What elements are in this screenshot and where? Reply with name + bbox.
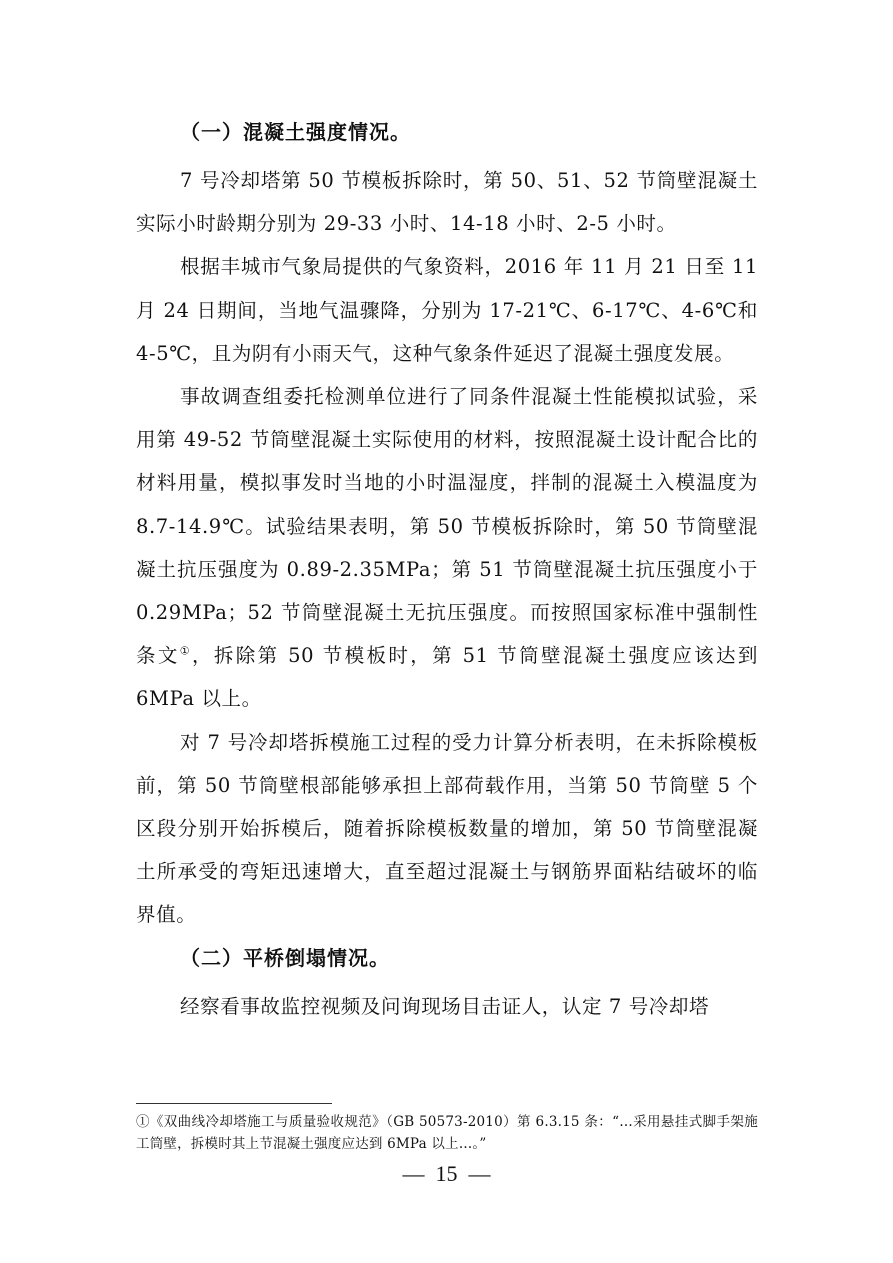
- section-heading-concrete-strength: （一）混凝土强度情况。: [180, 120, 411, 144]
- paragraph-load-analysis: 对 7 号冷却塔拆模施工过程的受力计算分析表明，在未拆除模板前，第 50 节筒壁根部能够承担上部荷载作用，当第 50 节筒壁 5 个区段分别开始拆模后，随着拆除模板数量的增加，第 50 节筒壁混凝土所承受的弯矩迅速增大，直至超过混凝土与钢筋界面粘结破坏的临界值。: [136, 730, 758, 927]
- footnote-marker: ①: [179, 644, 193, 658]
- paragraph-video-review: 经察看事故监控视频及问询现场目击证人，认定 7 号冷却塔: [180, 994, 710, 1018]
- test-text-before-marker: 事故调查组委托检测单位进行了同条件混凝土性能模拟试验，采用第 49-52 节筒壁混凝土实际使用的材料，按照混凝土设计配合比的材料用量，模拟事发时当地的小时温湿度，拌制的混凝土入模温度为 8.7-14.9℃。试验结果表明，第 50 节模板拆除时，第 50 节筒壁混凝土抗压强度为 0.89-2.35MPa；第 51 节筒壁混凝土抗压强度小于 0.29MPa；52 节筒壁混凝土无抗压强度。而按照国家标准中强制性条文: [136, 385, 758, 668]
- footnote: ①《双曲线冷却塔施工与质量验收规范》（GB 50573-2010）第 6.3.15 条：“…采用悬挂式脚手架施工筒壁，拆模时其上节混凝土强度应达到 6MPa 以上…。”: [136, 1114, 758, 1152]
- paragraph-simulation-test: [136, 375, 758, 721]
- body-text: [136, 116, 758, 1028]
- paragraph-weather: 根据丰城市气象局提供的气象资料，2016 年 11 月 21 日至 11 月 24 日期间，当地气温骤降，分别为 17-21℃、6-17℃、4-6℃和 4-5℃，且为阴有小雨天气，这种气象条件延迟了混凝土强度发展。: [136, 255, 758, 365]
- section-heading-platform-collapse: （二）平桥倒塌情况。: [180, 945, 390, 970]
- paragraph-concrete-age: 7 号冷却塔第 50 节模板拆除时，第 50、51、52 节筒壁混凝土实际小时龄期分别为 29-33 小时、14-18 小时、2-5 小时。: [136, 169, 758, 236]
- page-number: — 15 —: [402, 1161, 491, 1186]
- test-text-after-marker: ，拆除第 50 节模板时，第 51 节筒壁混凝土强度应该达到 6MPa 以上。: [136, 644, 758, 711]
- footnote-divider: [136, 1103, 332, 1104]
